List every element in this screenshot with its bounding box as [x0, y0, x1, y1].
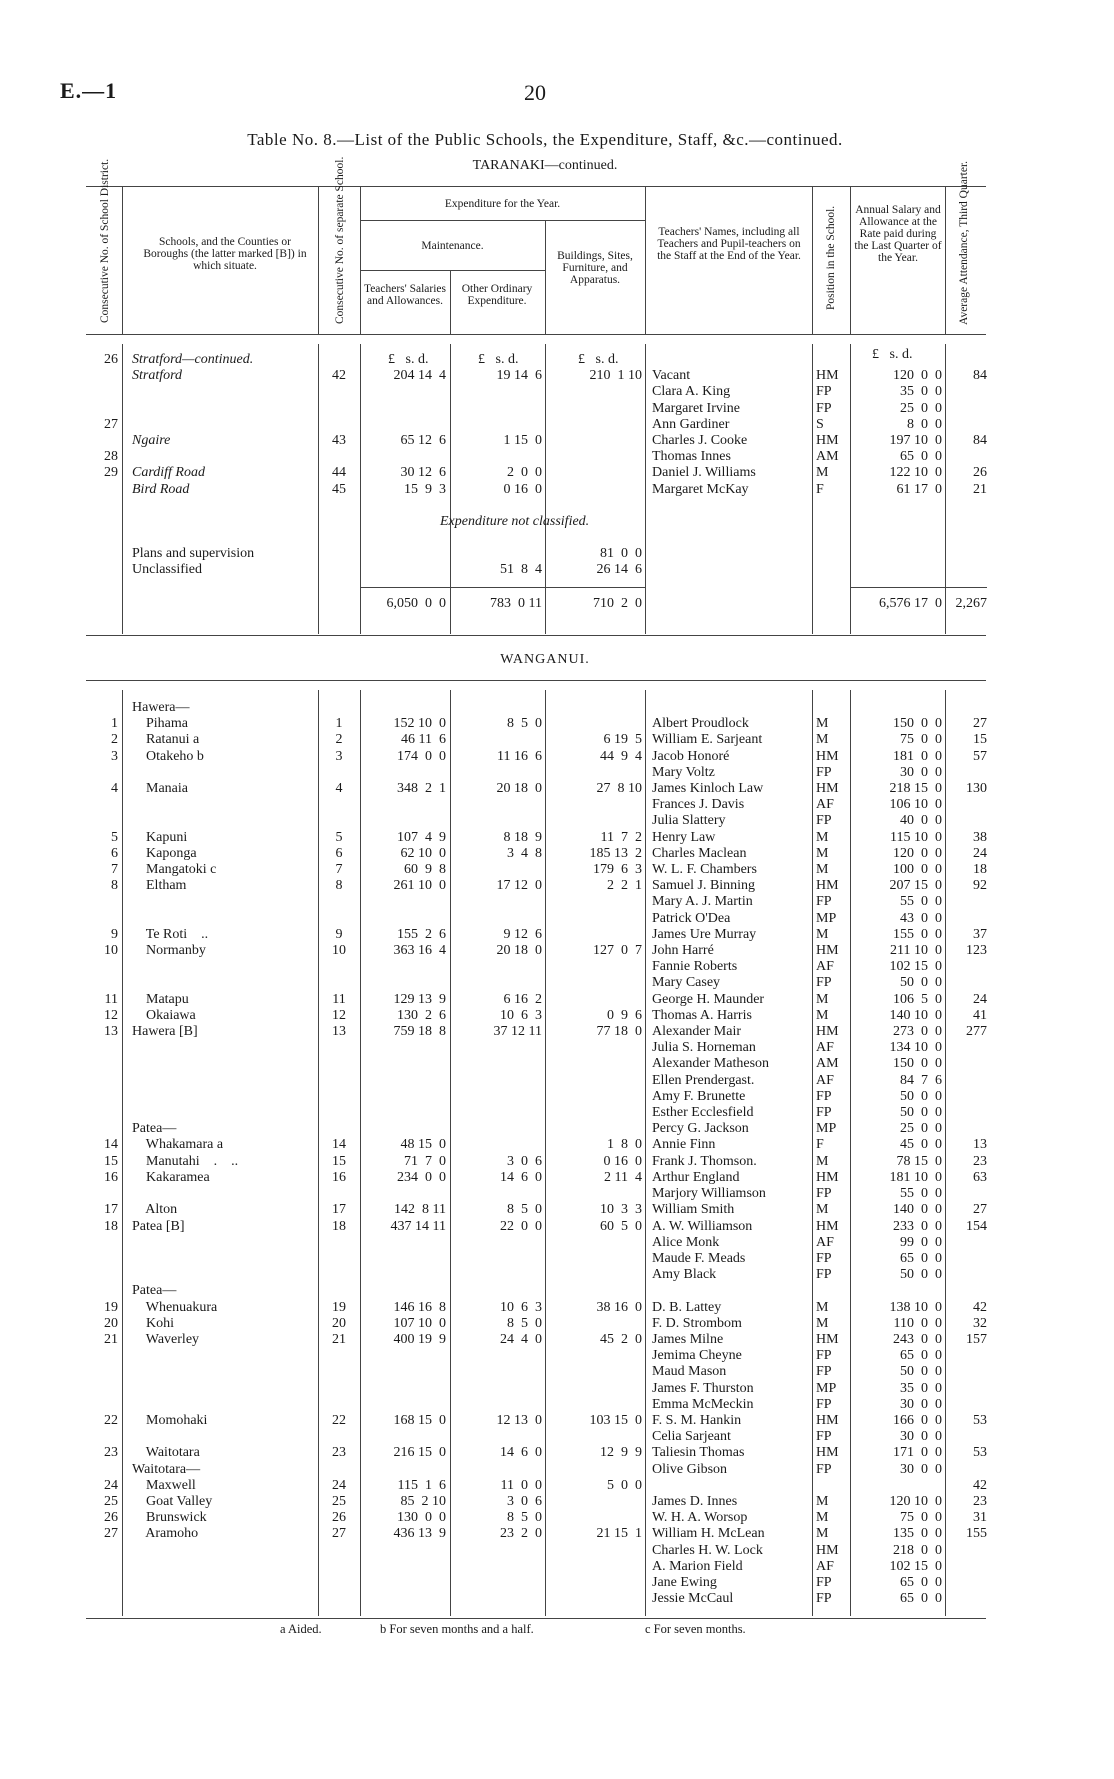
unit-row-salary: £ s. d.: [872, 347, 913, 362]
col-school-no: Consecutive No. of separate School.: [334, 156, 346, 324]
taranaki-school-numbers: 42 43 44 45: [332, 368, 346, 497]
col-attendance: Average Attendance, Third Quarter.: [958, 160, 970, 325]
maintenance-rule: [360, 270, 545, 271]
taranaki-annual-salary: 120 0 0 35 0 0 25 0 0 8 0 0 197 10 0 65 0 0 122 10 0 61 17 0: [889, 368, 942, 497]
taranaki-end-rule: [86, 635, 986, 636]
totals-rule-left: [360, 587, 645, 588]
col-buildings: Buildings, Sites, Furniture, and Apparatus.: [557, 250, 633, 286]
taranaki-buildings: 210 1 10: [589, 368, 642, 384]
taranaki-teachers: Vacant Clara A. King Margaret Irvine Ann Gardiner Charles J. Cooke Thomas Innes Daniel J. Williams Margaret McKay: [652, 368, 756, 497]
col-salaries: Teachers' Salaries and Allowances.: [363, 283, 447, 307]
plans-and-unclassified: Plans and supervision Unclassified: [132, 546, 255, 578]
region-heading-taranaki: TARANAKI—continued.: [472, 158, 618, 173]
table-title: Table No. 8.—List of the Public Schools, the Expenditure, Staff, &c.—continued.: [247, 130, 843, 149]
wanganui-bottom-rule: [86, 1618, 986, 1619]
wanganui-school-numbers: 1 2 3 4 5 6 7 8 9 10 11 12 13 14 15 16 17 18 19 20 21 22 23 24 25 26 27: [332, 716, 346, 1542]
col-other: Other Ordinary Expenditure.: [461, 283, 533, 307]
wanganui-schools: Hawera— Pihama Ratanui a Otakeho b Manaia Kapuni Kaponga Mangatoki c Eltham Te Roti .. Normanby Matapu Okaiawa Hawera [B] Patea— Whakamara a Manutahi . .. Kakaramea Alton Patea [B] Patea— Whenuakura Kohi Waverley Momohaki Waitotara Waitotara— Maxwell Goat Valley Brunswick Aramoho: [132, 700, 239, 1542]
col-schools: Schools, and the Counties or Boroughs (the latter marked [B]) in which situate.: [143, 236, 307, 272]
wanganui-top-rule: [86, 680, 986, 681]
taranaki-other-expenditure: 19 14 6 1 15 0 2 0 0 0 16 0: [496, 368, 542, 497]
wanganui-other-expenditure: 8 5 0 11 16 6 20 18 0 8 18 9 3 4 8 17 12 0 9 12 6 20 18 0 6 16 2 10 6 3 37 12 11 3 0 6 14 6 0 8 5 0 22 0 0 10 6 3 8 5 0 24 4 0 12 13 0 14 6 0 11 0 0 3 0 6 8 5 0 23 2 0: [493, 716, 542, 1542]
col-expenditure: Expenditure for the Year.: [444, 198, 561, 210]
taranaki-salaries: 204 14 4 65 12 6 30 12 6 15 9 3: [393, 368, 446, 497]
footnote-seven-and-half: b For seven months and a half.: [380, 1622, 534, 1636]
total-annual-salary: 6,576 17 0: [879, 596, 942, 611]
unclassified-caption: Expenditure not classified.: [440, 514, 590, 529]
taranaki-attendance: 84 84 26 21: [973, 368, 987, 497]
total-attendance: 2,267: [955, 596, 987, 611]
col-salary: Annual Salary and Allowance at the Rate paid during the Last Quarter of the Year.: [854, 204, 942, 264]
plans-other: 51 8 4: [500, 562, 542, 578]
footnote-seven-months: c For seven months.: [645, 1622, 746, 1636]
wanganui-salaries: 152 10 0 46 11 6 174 0 0 348 2 1 107 4 9 62 10 0 60 9 8 261 10 0 155 2 6 363 16 4 129 13 9 130 2 6 759 18 8 48 15 0 71 7 0 234 0 0 142 8 11 437 14 11 146 16 8 107 10 0 400 19 9 168 15 0 216 15 0 115 1 6 85 2 10 130 0 0 436 13 9: [390, 716, 446, 1542]
total-salaries: 6,050 0 0: [386, 596, 446, 611]
col-maintenance: Maintenance.: [421, 240, 484, 252]
wanganui-positions: M M HM FP HM AF FP M M M HM FP MP M HM AF FP M M HM AF AM AF FP FP MP F M HM FP M HM AF FP FP M M HM FP FP MP FP HM FP HM FP M M M HM AF FP FP: [816, 716, 839, 1607]
wanganui-annual-salary: 150 0 0 75 0 0 181 0 0 30 0 0 218 15 0 106 10 0 40 0 0 115 10 0 120 0 0 100 0 0 207 15 0 55 0 0 43 0 0 155 0 0 211 10 0 102 15 0 50 0 0 106 5 0 140 10 0 273 0 0 134 10 0 150 0 0 84 7 6 50 0 0 50 0 0 25 0 0 45 0 0 78 15 0 181 10 0 55 0 0 140 0 0 233 0 0 99 0 0 65 0 0 50 0 0 138 10 0 110 0 0 243 0 0 65 0 0 50 0 0 35 0 0 30 0 0 166 0 0 30 0 0 171 0 0 30 0 0 120 10 0 75 0 0 135 0 0 218 0 0 102 15 0 65 0 0 65 0 0: [889, 716, 942, 1607]
total-other: 783 0 11: [490, 596, 542, 611]
wanganui-district-numbers: 1 2 3 4 5 6 7 8 9 10 11 12 13 14 15 16 17 18 19 20 21 22 23 24 25 26 27: [104, 716, 118, 1542]
totals-rule-right: [850, 587, 987, 588]
taranaki-district-numbers: 26 27 28 29: [104, 352, 118, 481]
header-top-rule: [86, 186, 986, 187]
col-district-no: Consecutive No. of School District.: [99, 158, 111, 323]
taranaki-positions: HM FP FP S HM AM M F: [816, 368, 839, 497]
page-number: 20: [524, 80, 546, 105]
header-bottom-rule: [86, 334, 986, 335]
col-position: Position in the School.: [825, 205, 837, 310]
plans-buildings: 81 0 0 26 14 6: [596, 546, 642, 578]
wanganui-buildings: 6 19 5 44 9 4 27 8 10 11 7 2 185 13 2 179 6 3 2 2 1 127 0 7 0 9 6 77 18 0 1 8 0 0 16 0 2 11 4 10 3 3 60 5 0 38 16 0 45 2 0 103 15 0 12 9 9 5 0 0 21 15 1: [589, 732, 642, 1542]
report-code: E.—1: [60, 78, 118, 103]
unit-row-buildings: £ s. d.: [578, 352, 619, 367]
footnote-aided: a Aided.: [280, 1622, 322, 1636]
expenditure-rule: [360, 220, 645, 221]
region-heading-wanganui: WANGANUI.: [500, 652, 590, 667]
wanganui-teachers: Albert Proudlock William E. Sarjeant Jacob Honoré Mary Voltz James Kinloch Law Frances J. Davis Julia Slattery Henry Law Charles Maclean W. L. F. Chambers Samuel J. Binning Mary A. J. Martin Patrick O'Dea James Ure Murray John Harré Fannie Roberts Mary Casey George H. Maunder Thomas A. Harris Alexander Mair Julia S. Horneman Alexander Matheson Ellen Prendergast. Amy F. Brunette Esther Ecclesfield Percy G. Jackson Annie Finn Frank J. Thomson. Arthur England Marjory Williamson William Smith A. W. Williamson Alice Monk Maude F. Meads Amy Black D. B. Lattey F. D. Strombom James Milne Jemima Cheyne Maud Mason James F. Thurston Emma McMeckin F. S. M. Hankin Celia Sarjeant Taliesin Thomas Olive Gibson James D. Innes W. H. A. Worsop William H. McLean Charles H. W. Lock A. Marion Field Jane Ewing Jessie McCaul: [652, 716, 770, 1607]
total-buildings: 710 2 0: [593, 596, 642, 611]
col-teachers: Teachers' Names, including all Teachers and Pupil-teachers on the Staff at the End of the Year.: [657, 226, 801, 262]
wanganui-attendance: 27 15 57 130 38 24 18 92 37 123 24 41 277 13 23 63 27 154 42 32 157 53 53 42 23 31 155: [966, 716, 987, 1542]
unit-row-other: £ s. d.: [478, 352, 519, 367]
unit-row-salaries: £ s. d.: [388, 352, 429, 367]
taranaki-schools: Stratford—continued. Stratford Ngaire Cardiff Road Bird Road: [132, 352, 254, 497]
